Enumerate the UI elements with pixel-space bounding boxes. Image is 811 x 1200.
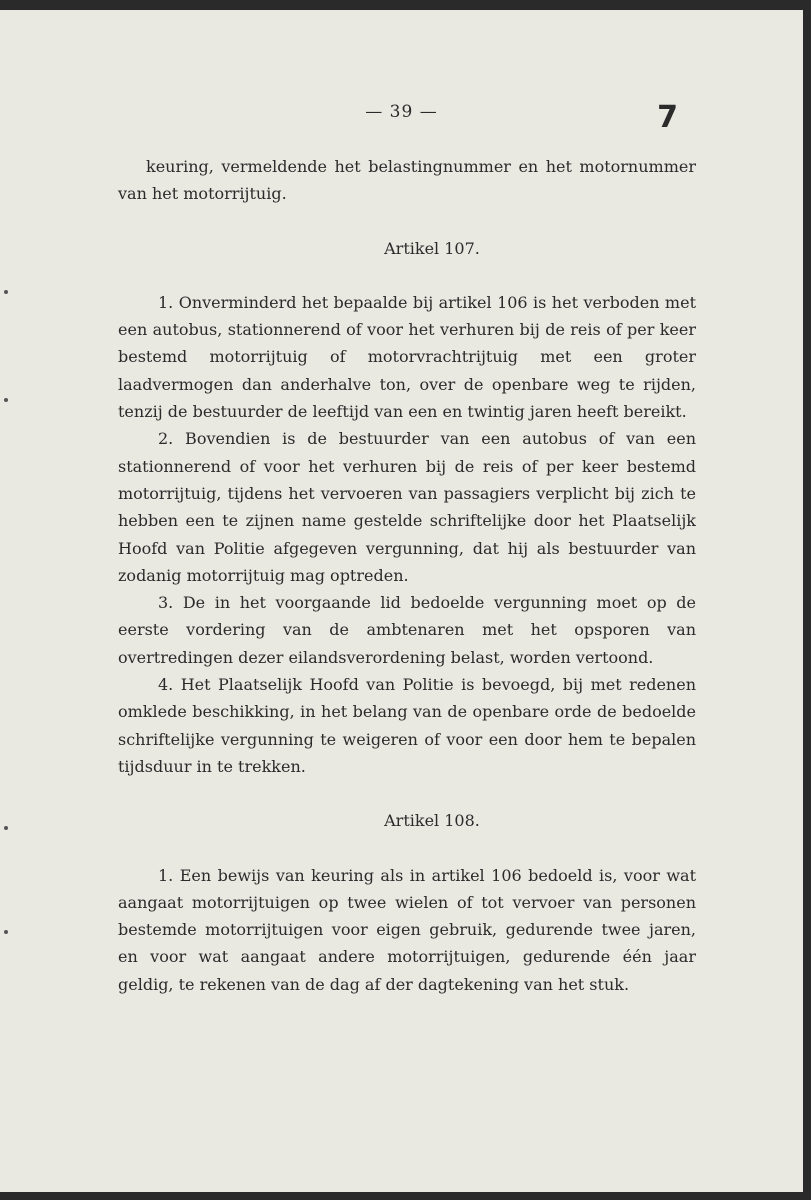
article-108-paragraph-1: 1. Een bewijs van keuring als in artikel 106 bedoeld is, voor wat aangaat motorrijtuigen op twee wielen of tot vervoer van personen bestemde motorrijtuigen voor eigen gebruik, gedurende twee jaren, en voor wat aangaat andere motorrijtuigen, gedurende één jaar geldig, te rekenen van de dag af der dagtekening van het stuk. (118, 865, 696, 994)
intro-paragraph: keuring, vermeldende het belastingnummer en het motornummer van het motorrijtuig. (118, 157, 696, 204)
page-number: — 39 — (365, 102, 438, 122)
margin-mark (4, 930, 8, 934)
sheet-number: 7 (657, 100, 678, 135)
margin-mark (4, 398, 8, 402)
article-107-paragraph-2: 2. Bovendien is de bestuurder van een autobus of van een stationnerend of voor het verhuren bij de reis of per keer bestemd motorrijtuig, tijdens het vervoeren van passagiers verplicht bij zich te hebben een te zijnen name gestelde schriftelijke door het Plaatselijk Hoofd van Politie afgegeven vergunning, dat hij als bestuurder van zodanig motorrijtuig mag optreden. (118, 429, 696, 585)
article-107-paragraph-1: 1. Onverminderd het bepaalde bij artikel 106 is het verboden met een autobus, stationnerend of voor het verhuren bij de reis of per keer bestemd motorrijtuig of motorvrachtrijtuig met een groter laadvermogen dan anderhalve ton, over de openbare weg te rijden, tenzij de bestuurder de leeftijd van een en twintig jaren heeft bereikt. (118, 292, 696, 422)
article-107-paragraph-4: 4. Het Plaatselijk Hoofd van Politie is bevoegd, bij met redenen omklede beschikking, in het belang van de openbare orde de bedoelde schriftelijke vergunning te weigeren of voor een door hem te bepalen tijdsduur in te trekken. (118, 675, 696, 776)
document-body (118, 153, 696, 998)
margin-mark (4, 290, 8, 294)
article-107-heading: Artikel 107. (384, 238, 480, 258)
article-108-heading: Artikel 108. (384, 811, 480, 831)
document-page (0, 10, 803, 1192)
margin-mark (4, 826, 8, 830)
article-107-paragraph-3: 3. De in het voorgaande lid bedoelde vergunning moet op de eerste vordering van de ambtenaren met het opsporen van overtredingen dezer eilandsverordening belast, worden vertoond. (118, 593, 696, 667)
